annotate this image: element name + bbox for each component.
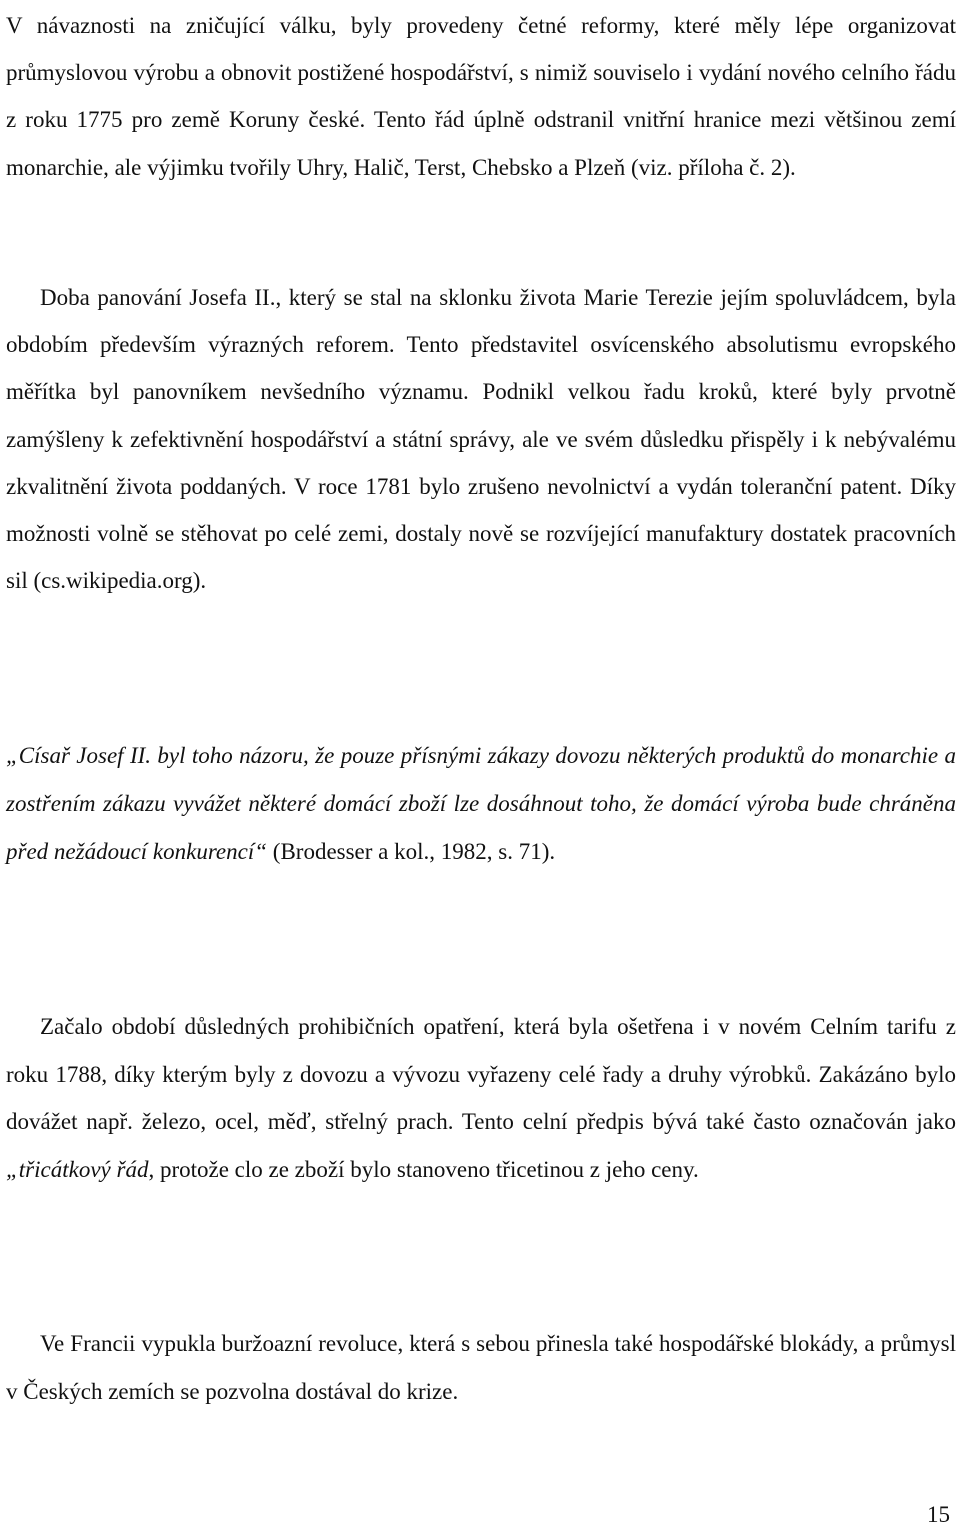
- citation-text: (Brodesser a kol., 1982, s. 71).: [267, 839, 556, 864]
- emphasis-tricatkovy-rad: „třicátkový řád: [6, 1156, 149, 1182]
- paragraph-french-revolution: [6, 1320, 956, 1415]
- page-number: 15: [927, 1502, 950, 1527]
- paragraph-quotation: [6, 732, 956, 876]
- paragraph-prohibition-1788: [6, 1003, 956, 1193]
- paragraph-text: V návaznosti na zničující válku, byly provedeny četné reformy, které měly lépe organizovat průmyslovou výrobu a obnovit postižené hospodářství, s nimiž souviselo i vydání nového celního řádu z roku 1775 pro země Koruny české. Tento řád úplně odstranil vnitřní hranice mezi většinou zemí monarchie, ale výjimku tvořily Uhry, Halič, Terst, Chebsko a Plzeň (viz. příloha č. 2).: [6, 13, 956, 180]
- paragraph-text-before: Začalo období důsledných prohibičních opatření, která byla ošetřena i v novém Celním tarifu z roku 1788, díky kterým byly z dovozu a vývozu vyřazeny celé řady a druhy výrobků. Zakázáno bylo dovážet např. železo, ocel, měď, střelný prach. Tento celní předpis bývá také často označován jako: [6, 1014, 956, 1134]
- paragraph-text: Ve Francii vypukla buržoazní revoluce, která s sebou přinesla také hospodářské blokády, a průmysl v Českých zemích se pozvolna dostával do krize.: [6, 1331, 956, 1404]
- paragraph-text-after: , protože clo ze zboží bylo stanoveno třicetinou z jeho ceny.: [148, 1156, 699, 1182]
- paragraph-tariff-1775: [6, 2, 956, 191]
- quotation-text: „Císař Josef II. byl toho názoru, že pouze přísnými zákazy dovozu některých produktů do monarchie a zostřením zákazu vyvážet některé domácí zboží lze dosáhnout toho, že domácí výroba bude chráněna před nežádoucí konkurencí“: [6, 743, 956, 864]
- paragraph-joseph-ii: [6, 274, 956, 604]
- paragraph-text: Doba panování Josefa II., který se stal na sklonku života Marie Terezie jejím spoluvládcem, byla obdobím především výrazných reforem. Tento představitel osvícenského absolutismu evropského měřítka byl panovníkem nevšedního významu. Podnikl velkou řadu kroků, které byly prvotně zamýšleny k zefektivnění hospodářství a státní správy, ale ve svém důsledku přispěly i k nebývalému zkvalitnění života poddaných. V roce 1781 bylo zrušeno nevolnictví a vydán toleranční patent. Díky možnosti volně se stěhovat po celé zemi, dostaly nově se rozvíjející manufaktury dostatek pracovních sil (cs.wikipedia.org).: [6, 285, 956, 594]
